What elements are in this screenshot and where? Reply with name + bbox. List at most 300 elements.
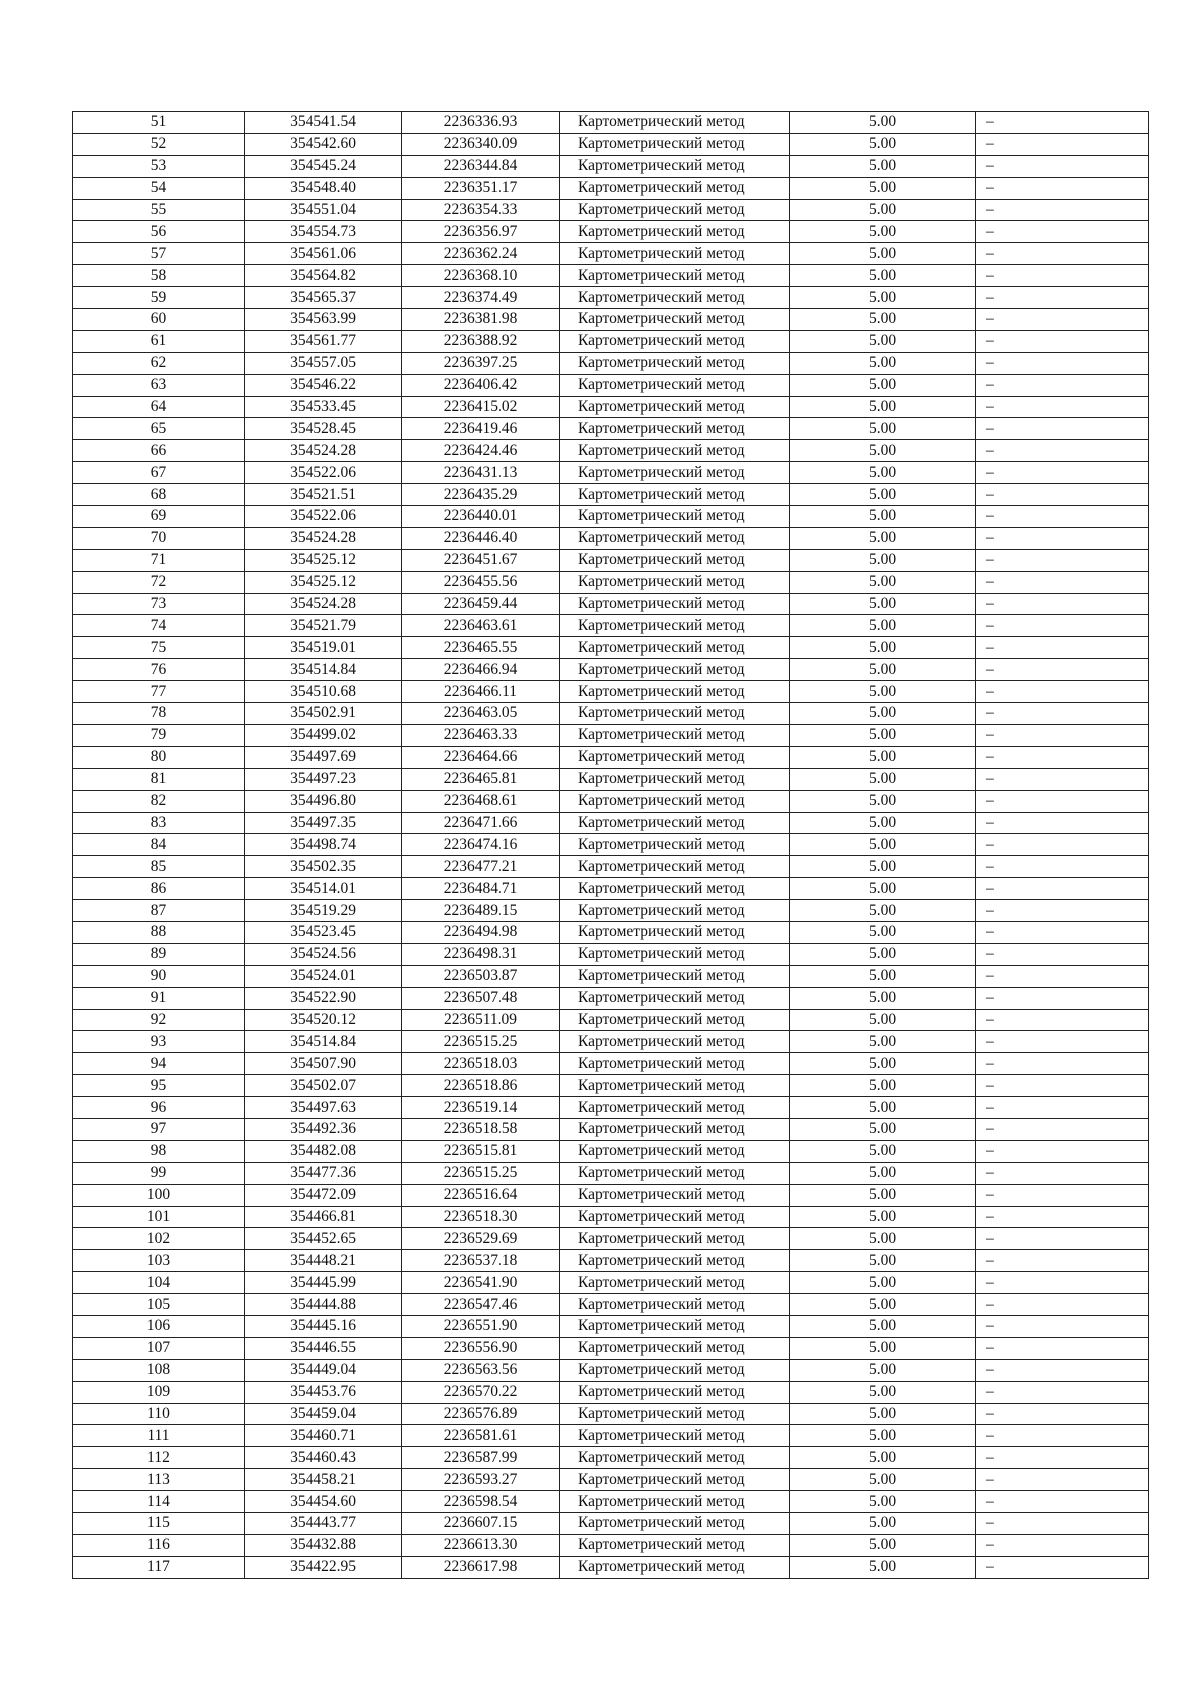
method-cell: Картометрический метод [560,790,790,812]
y-coordinate-cell: 2236547.46 [402,1294,560,1316]
y-coordinate-cell: 2236617.98 [402,1556,560,1578]
accuracy-cell: 5.00 [790,396,976,418]
accuracy-cell: 5.00 [790,133,976,155]
point-number-cell: 98 [73,1140,245,1162]
accuracy-cell: 5.00 [790,987,976,1009]
x-coordinate-cell: 354452.65 [245,1228,402,1250]
x-coordinate-cell: 354514.84 [245,659,402,681]
x-coordinate-cell: 354472.09 [245,1184,402,1206]
accuracy-cell: 5.00 [790,199,976,221]
note-cell: – [976,1425,1149,1447]
y-coordinate-cell: 2236463.05 [402,703,560,725]
accuracy-cell: 5.00 [790,1447,976,1469]
note-cell: – [976,352,1149,374]
method-cell: Картометрический метод [560,1206,790,1228]
point-number-cell: 94 [73,1053,245,1075]
point-number-cell: 75 [73,637,245,659]
accuracy-cell: 5.00 [790,462,976,484]
y-coordinate-cell: 2236477.21 [402,856,560,878]
method-cell: Картометрический метод [560,374,790,396]
point-number-cell: 67 [73,462,245,484]
table-row [73,155,1149,177]
x-coordinate-cell: 354561.06 [245,243,402,265]
y-coordinate-cell: 2236613.30 [402,1534,560,1556]
note-cell: – [976,1140,1149,1162]
x-coordinate-cell: 354524.01 [245,965,402,987]
note-cell: – [976,1228,1149,1250]
point-number-cell: 71 [73,549,245,571]
method-cell: Картометрический метод [560,549,790,571]
note-cell: – [976,1250,1149,1272]
point-number-cell: 73 [73,593,245,615]
x-coordinate-cell: 354541.54 [245,112,402,134]
note-cell: – [976,396,1149,418]
method-cell: Картометрический метод [560,309,790,331]
point-number-cell: 86 [73,878,245,900]
table-row [73,593,1149,615]
accuracy-cell: 5.00 [790,1228,976,1250]
method-cell: Картометрический метод [560,506,790,528]
accuracy-cell: 5.00 [790,593,976,615]
y-coordinate-cell: 2236503.87 [402,965,560,987]
point-number-cell: 82 [73,790,245,812]
y-coordinate-cell: 2236344.84 [402,155,560,177]
method-cell: Картометрический метод [560,1337,790,1359]
method-cell: Картометрический метод [560,199,790,221]
accuracy-cell: 5.00 [790,878,976,900]
note-cell: – [976,571,1149,593]
method-cell: Картометрический метод [560,1272,790,1294]
table-row [73,396,1149,418]
x-coordinate-cell: 354522.90 [245,987,402,1009]
y-coordinate-cell: 2236515.25 [402,1031,560,1053]
x-coordinate-cell: 354525.12 [245,549,402,571]
note-cell: – [976,768,1149,790]
point-number-cell: 106 [73,1315,245,1337]
x-coordinate-cell: 354432.88 [245,1534,402,1556]
method-cell: Картометрический метод [560,746,790,768]
point-number-cell: 64 [73,396,245,418]
accuracy-cell: 5.00 [790,527,976,549]
x-coordinate-cell: 354443.77 [245,1513,402,1535]
table-row [73,199,1149,221]
note-cell: – [976,1031,1149,1053]
table-row [73,724,1149,746]
note-cell: – [976,418,1149,440]
table-row [73,1513,1149,1535]
x-coordinate-cell: 354492.36 [245,1118,402,1140]
accuracy-cell: 5.00 [790,1337,976,1359]
table-row [73,790,1149,812]
table-row [73,1162,1149,1184]
note-cell: – [976,812,1149,834]
y-coordinate-cell: 2236518.03 [402,1053,560,1075]
note-cell: – [976,637,1149,659]
x-coordinate-cell: 354514.01 [245,878,402,900]
y-coordinate-cell: 2236463.61 [402,615,560,637]
accuracy-cell: 5.00 [790,155,976,177]
x-coordinate-cell: 354524.28 [245,440,402,462]
note-cell: – [976,1469,1149,1491]
accuracy-cell: 5.00 [790,1513,976,1535]
method-cell: Картометрический метод [560,287,790,309]
table-row [73,506,1149,528]
accuracy-cell: 5.00 [790,1425,976,1447]
x-coordinate-cell: 354564.82 [245,265,402,287]
accuracy-cell: 5.00 [790,1162,976,1184]
y-coordinate-cell: 2236489.15 [402,900,560,922]
accuracy-cell: 5.00 [790,1250,976,1272]
table-row [73,221,1149,243]
note-cell: – [976,987,1149,1009]
point-number-cell: 99 [73,1162,245,1184]
x-coordinate-cell: 354496.80 [245,790,402,812]
table-row [73,1118,1149,1140]
table-row [73,133,1149,155]
accuracy-cell: 5.00 [790,900,976,922]
point-number-cell: 103 [73,1250,245,1272]
y-coordinate-cell: 2236563.56 [402,1359,560,1381]
accuracy-cell: 5.00 [790,790,976,812]
accuracy-cell: 5.00 [790,1381,976,1403]
table-row [73,746,1149,768]
y-coordinate-cell: 2236598.54 [402,1491,560,1513]
x-coordinate-cell: 354502.91 [245,703,402,725]
method-cell: Картометрический метод [560,856,790,878]
x-coordinate-cell: 354446.55 [245,1337,402,1359]
accuracy-cell: 5.00 [790,1315,976,1337]
table-row [73,1403,1149,1425]
x-coordinate-cell: 354533.45 [245,396,402,418]
table-row [73,878,1149,900]
accuracy-cell: 5.00 [790,221,976,243]
table-row [73,1272,1149,1294]
x-coordinate-cell: 354548.40 [245,177,402,199]
method-cell: Картометрический метод [560,834,790,856]
table-row [73,549,1149,571]
method-cell: Картометрический метод [560,1075,790,1097]
point-number-cell: 108 [73,1359,245,1381]
table-row [73,1206,1149,1228]
x-coordinate-cell: 354519.01 [245,637,402,659]
x-coordinate-cell: 354563.99 [245,309,402,331]
note-cell: – [976,1206,1149,1228]
method-cell: Картометрический метод [560,1534,790,1556]
y-coordinate-cell: 2236455.56 [402,571,560,593]
point-number-cell: 111 [73,1425,245,1447]
point-number-cell: 93 [73,1031,245,1053]
accuracy-cell: 5.00 [790,1009,976,1031]
accuracy-cell: 5.00 [790,418,976,440]
method-cell: Картометрический метод [560,155,790,177]
point-number-cell: 53 [73,155,245,177]
table-row [73,1097,1149,1119]
method-cell: Картометрический метод [560,681,790,703]
point-number-cell: 87 [73,900,245,922]
table-row [73,352,1149,374]
point-number-cell: 51 [73,112,245,134]
y-coordinate-cell: 2236336.93 [402,112,560,134]
point-number-cell: 72 [73,571,245,593]
method-cell: Картометрический метод [560,703,790,725]
point-number-cell: 54 [73,177,245,199]
accuracy-cell: 5.00 [790,834,976,856]
table-row [73,1534,1149,1556]
note-cell: – [976,878,1149,900]
table-row [73,1184,1149,1206]
method-cell: Картометрический метод [560,1162,790,1184]
method-cell: Картометрический метод [560,1381,790,1403]
table-row [73,177,1149,199]
method-cell: Картометрический метод [560,1294,790,1316]
y-coordinate-cell: 2236484.71 [402,878,560,900]
accuracy-cell: 5.00 [790,768,976,790]
note-cell: – [976,1009,1149,1031]
method-cell: Картометрический метод [560,1097,790,1119]
x-coordinate-cell: 354521.51 [245,484,402,506]
accuracy-cell: 5.00 [790,506,976,528]
table-body [73,112,1149,1579]
table-row [73,1469,1149,1491]
accuracy-cell: 5.00 [790,637,976,659]
accuracy-cell: 5.00 [790,112,976,134]
x-coordinate-cell: 354499.02 [245,724,402,746]
x-coordinate-cell: 354565.37 [245,287,402,309]
point-number-cell: 79 [73,724,245,746]
y-coordinate-cell: 2236397.25 [402,352,560,374]
x-coordinate-cell: 354449.04 [245,1359,402,1381]
point-number-cell: 66 [73,440,245,462]
table-row [73,1009,1149,1031]
accuracy-cell: 5.00 [790,921,976,943]
method-cell: Картометрический метод [560,1184,790,1206]
method-cell: Картометрический метод [560,330,790,352]
table-row [73,615,1149,637]
x-coordinate-cell: 354497.35 [245,812,402,834]
table-row [73,987,1149,1009]
accuracy-cell: 5.00 [790,1118,976,1140]
y-coordinate-cell: 2236465.55 [402,637,560,659]
table-row [73,681,1149,703]
x-coordinate-cell: 354458.21 [245,1469,402,1491]
point-number-cell: 90 [73,965,245,987]
point-number-cell: 70 [73,527,245,549]
accuracy-cell: 5.00 [790,484,976,506]
table-row [73,309,1149,331]
table-row [73,812,1149,834]
y-coordinate-cell: 2236388.92 [402,330,560,352]
note-cell: – [976,1315,1149,1337]
note-cell: – [976,527,1149,549]
table-row [73,571,1149,593]
y-coordinate-cell: 2236356.97 [402,221,560,243]
accuracy-cell: 5.00 [790,1294,976,1316]
y-coordinate-cell: 2236507.48 [402,987,560,1009]
table-row [73,1031,1149,1053]
y-coordinate-cell: 2236556.90 [402,1337,560,1359]
x-coordinate-cell: 354460.71 [245,1425,402,1447]
accuracy-cell: 5.00 [790,856,976,878]
method-cell: Картометрический метод [560,1447,790,1469]
method-cell: Картометрический метод [560,1250,790,1272]
point-number-cell: 83 [73,812,245,834]
accuracy-cell: 5.00 [790,1491,976,1513]
y-coordinate-cell: 2236354.33 [402,199,560,221]
x-coordinate-cell: 354445.16 [245,1315,402,1337]
accuracy-cell: 5.00 [790,1097,976,1119]
x-coordinate-cell: 354528.45 [245,418,402,440]
point-number-cell: 52 [73,133,245,155]
y-coordinate-cell: 2236518.86 [402,1075,560,1097]
accuracy-cell: 5.00 [790,287,976,309]
accuracy-cell: 5.00 [790,1403,976,1425]
y-coordinate-cell: 2236537.18 [402,1250,560,1272]
accuracy-cell: 5.00 [790,1140,976,1162]
y-coordinate-cell: 2236511.09 [402,1009,560,1031]
point-number-cell: 117 [73,1556,245,1578]
y-coordinate-cell: 2236607.15 [402,1513,560,1535]
accuracy-cell: 5.00 [790,1469,976,1491]
note-cell: – [976,615,1149,637]
method-cell: Картометрический метод [560,440,790,462]
point-number-cell: 115 [73,1513,245,1535]
method-cell: Картометрический метод [560,352,790,374]
table-row [73,440,1149,462]
point-number-cell: 57 [73,243,245,265]
note-cell: – [976,1162,1149,1184]
note-cell: – [976,265,1149,287]
table-row [73,418,1149,440]
method-cell: Картометрический метод [560,177,790,199]
accuracy-cell: 5.00 [790,549,976,571]
x-coordinate-cell: 354448.21 [245,1250,402,1272]
x-coordinate-cell: 354557.05 [245,352,402,374]
x-coordinate-cell: 354524.28 [245,527,402,549]
point-number-cell: 91 [73,987,245,1009]
note-cell: – [976,1359,1149,1381]
method-cell: Картометрический метод [560,1469,790,1491]
point-number-cell: 85 [73,856,245,878]
point-number-cell: 97 [73,1118,245,1140]
x-coordinate-cell: 354460.43 [245,1447,402,1469]
note-cell: – [976,856,1149,878]
y-coordinate-cell: 2236515.25 [402,1162,560,1184]
point-number-cell: 107 [73,1337,245,1359]
y-coordinate-cell: 2236446.40 [402,527,560,549]
y-coordinate-cell: 2236459.44 [402,593,560,615]
note-cell: – [976,1184,1149,1206]
y-coordinate-cell: 2236576.89 [402,1403,560,1425]
table-row [73,330,1149,352]
y-coordinate-cell: 2236440.01 [402,506,560,528]
method-cell: Картометрический метод [560,965,790,987]
point-number-cell: 62 [73,352,245,374]
point-number-cell: 56 [73,221,245,243]
accuracy-cell: 5.00 [790,703,976,725]
method-cell: Картометрический метод [560,1359,790,1381]
point-number-cell: 104 [73,1272,245,1294]
table-row [73,1140,1149,1162]
y-coordinate-cell: 2236466.94 [402,659,560,681]
point-number-cell: 80 [73,746,245,768]
y-coordinate-cell: 2236587.99 [402,1447,560,1469]
y-coordinate-cell: 2236464.66 [402,746,560,768]
accuracy-cell: 5.00 [790,1053,976,1075]
accuracy-cell: 5.00 [790,1031,976,1053]
note-cell: – [976,1447,1149,1469]
note-cell: – [976,1556,1149,1578]
x-coordinate-cell: 354453.76 [245,1381,402,1403]
x-coordinate-cell: 354524.28 [245,593,402,615]
x-coordinate-cell: 354459.04 [245,1403,402,1425]
accuracy-cell: 5.00 [790,309,976,331]
method-cell: Картометрический метод [560,987,790,1009]
note-cell: – [976,309,1149,331]
x-coordinate-cell: 354514.84 [245,1031,402,1053]
note-cell: – [976,1075,1149,1097]
method-cell: Картометрический метод [560,418,790,440]
note-cell: – [976,177,1149,199]
coordinates-table-container [72,111,1148,1579]
accuracy-cell: 5.00 [790,177,976,199]
x-coordinate-cell: 354522.06 [245,506,402,528]
x-coordinate-cell: 354507.90 [245,1053,402,1075]
table-row [73,834,1149,856]
note-cell: – [976,374,1149,396]
y-coordinate-cell: 2236374.49 [402,287,560,309]
x-coordinate-cell: 354497.69 [245,746,402,768]
accuracy-cell: 5.00 [790,1184,976,1206]
y-coordinate-cell: 2236515.81 [402,1140,560,1162]
x-coordinate-cell: 354497.23 [245,768,402,790]
point-number-cell: 112 [73,1447,245,1469]
accuracy-cell: 5.00 [790,965,976,987]
accuracy-cell: 5.00 [790,1206,976,1228]
note-cell: – [976,1491,1149,1513]
y-coordinate-cell: 2236516.64 [402,1184,560,1206]
point-number-cell: 69 [73,506,245,528]
x-coordinate-cell: 354561.77 [245,330,402,352]
y-coordinate-cell: 2236351.17 [402,177,560,199]
table-row [73,1337,1149,1359]
point-number-cell: 89 [73,943,245,965]
method-cell: Картометрический метод [560,1053,790,1075]
accuracy-cell: 5.00 [790,440,976,462]
table-row [73,1250,1149,1272]
point-number-cell: 102 [73,1228,245,1250]
method-cell: Картометрический метод [560,133,790,155]
method-cell: Картометрический метод [560,265,790,287]
point-number-cell: 100 [73,1184,245,1206]
y-coordinate-cell: 2236406.42 [402,374,560,396]
y-coordinate-cell: 2236451.67 [402,549,560,571]
note-cell: – [976,900,1149,922]
note-cell: – [976,1381,1149,1403]
point-number-cell: 55 [73,199,245,221]
table-row [73,768,1149,790]
x-coordinate-cell: 354502.07 [245,1075,402,1097]
point-number-cell: 78 [73,703,245,725]
point-number-cell: 101 [73,1206,245,1228]
method-cell: Картометрический метод [560,900,790,922]
table-row [73,1381,1149,1403]
note-cell: – [976,1053,1149,1075]
accuracy-cell: 5.00 [790,374,976,396]
note-cell: – [976,1294,1149,1316]
method-cell: Картометрический метод [560,724,790,746]
table-row [73,1053,1149,1075]
point-number-cell: 84 [73,834,245,856]
